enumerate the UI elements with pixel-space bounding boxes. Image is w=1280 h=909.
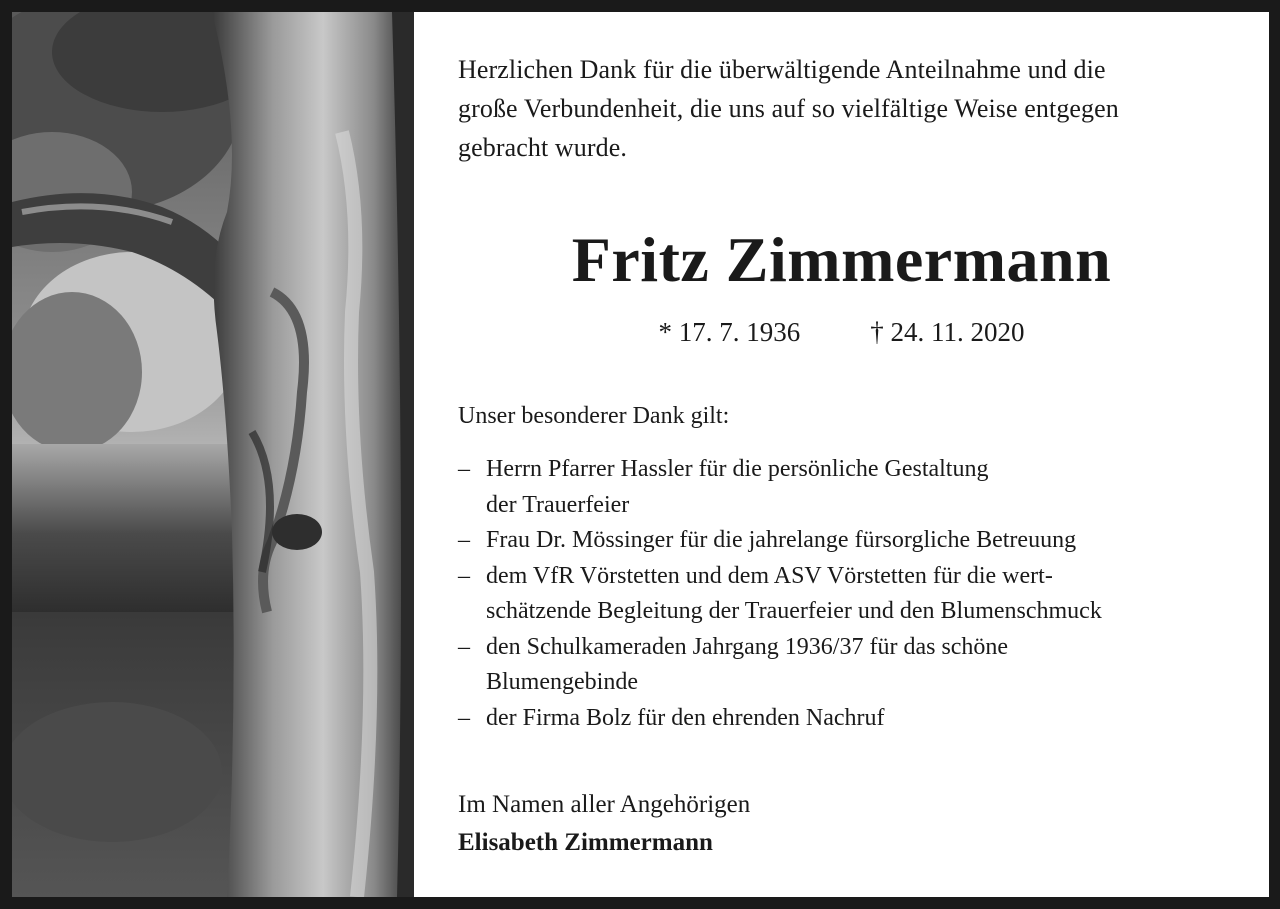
intro-line: große Verbundenheit, die uns auf so vielfältige Weise entgegen (458, 94, 1119, 123)
intro-line: Herzlichen Dank für die überwältigende Anteilnahme und die (458, 55, 1106, 84)
thanks-item-line: der Firma Bolz für den ehrenden Nachruf (486, 704, 885, 731)
deceased-name: Fritz Zimmermann (571, 224, 1112, 295)
signature-name: Elisabeth Zimmermann (458, 829, 713, 856)
dash-bullet: – (458, 527, 470, 553)
death-date: † 24. 11. 2020 (870, 317, 1025, 347)
dash-bullet: – (458, 562, 470, 589)
intro-line: gebracht wurde. (458, 133, 627, 162)
thanks-item-line: Frau Dr. Mössinger für die jahrelange fürsorgliche Betreuung (486, 527, 1077, 553)
tree-photo (12, 12, 414, 897)
thanks-item-line: schätzende Begleitung der Trauerfeier und den Blumenschmuck (486, 598, 1102, 624)
thanks-list (458, 452, 1248, 736)
birth-date: * 17. 7. 1936 (658, 317, 801, 347)
thanks-item (458, 523, 1248, 559)
tree-photo-image (12, 12, 414, 897)
dash-bullet: – (458, 704, 470, 731)
life-dates (414, 312, 1269, 352)
dash-bullet: – (458, 456, 470, 482)
thanks-item (458, 559, 1248, 630)
thanks-item-line: Herrn Pfarrer Hassler für die persönliche Gestaltung (486, 456, 989, 482)
thanks-item-line: den Schulkameraden Jahrgang 1936/37 für das schöne (486, 633, 1009, 660)
dash-bullet: – (458, 633, 470, 660)
thanks-item-line: der Trauerfeier (486, 491, 630, 518)
closing-text: Im Namen aller Angehörigen (458, 791, 751, 818)
thanks-item (458, 701, 1248, 737)
thanks-item (458, 452, 1248, 523)
thanks-item-line: Blumengebinde (486, 669, 638, 695)
thanks-item-line: dem VfR Vörstetten und dem ASV Vörstetten für die wert- (486, 562, 1053, 589)
intro-text (458, 50, 1238, 167)
thanks-item (458, 630, 1248, 701)
notice-text-panel (414, 12, 1269, 897)
thanks-heading: Unser besonderer Dank gilt: (458, 403, 730, 429)
